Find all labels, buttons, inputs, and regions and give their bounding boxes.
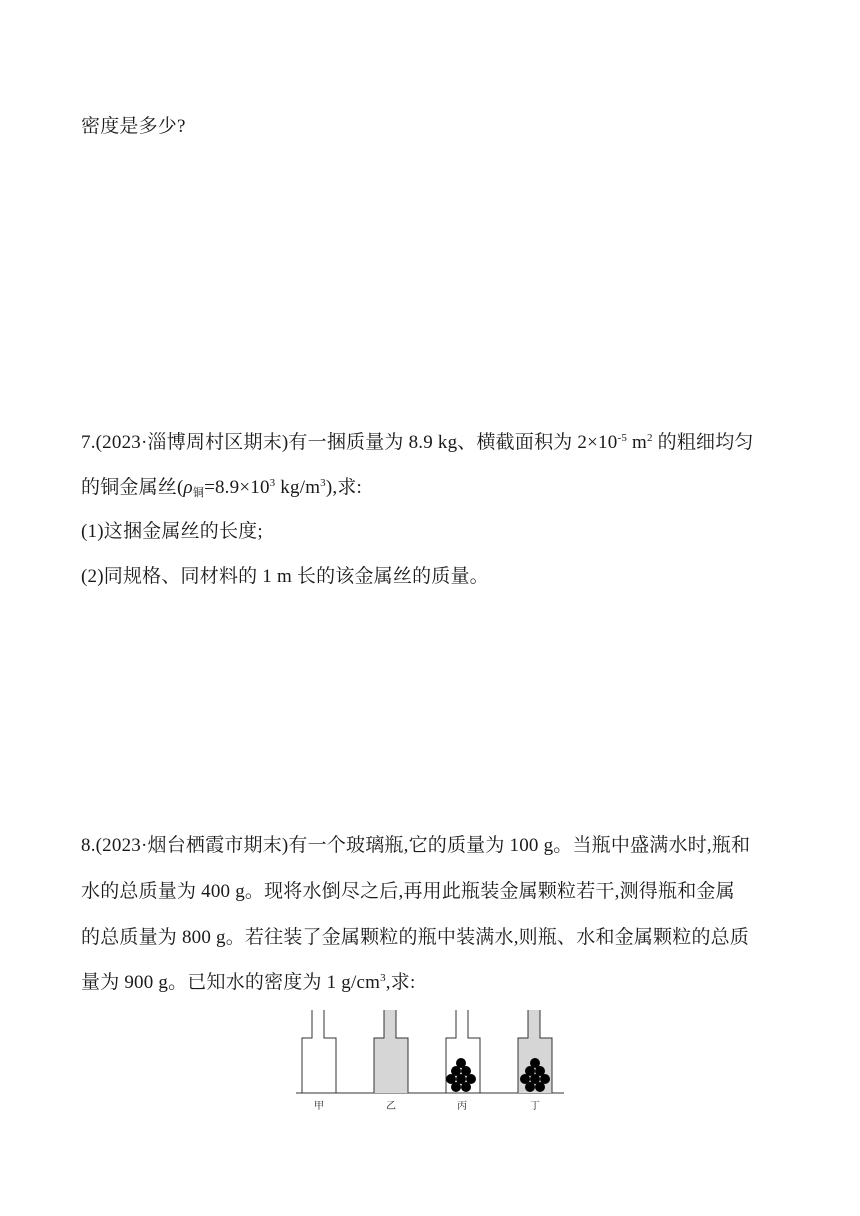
q8-line-1: 8.(2023·烟台栖霞市期末)有一个玻璃瓶,它的质量为 100 g。当瓶中盛满水时,瓶和 <box>81 835 751 856</box>
figure-label-jia: 甲 <box>314 1101 324 1112</box>
particle <box>456 1058 466 1068</box>
continuation-text: 密度是多少? <box>81 116 186 137</box>
q7-part-1: (1)这捆金属丝的长度; <box>81 521 263 542</box>
bottle-jia <box>302 1010 336 1093</box>
bottle-bing <box>446 1010 480 1093</box>
bottle-jia-left-wall <box>302 1010 312 1093</box>
figure-label-ding: 丁 <box>530 1101 540 1112</box>
q7-part-2: (2)同规格、同材料的 1 m 长的该金属丝的质量。 <box>81 566 489 587</box>
bottle-bing-particles <box>446 1058 476 1092</box>
bottle-yi <box>374 1010 408 1093</box>
q8-line-4: 量为 900 g。已知水的密度为 1 $g/cm^3$,求: <box>81 972 416 993</box>
bottle-ding <box>518 1010 552 1093</box>
q7-line-1: 7.(2023·淄博周村区期末)有一捆质量为 8.9 kg、横截面积为 $2\times 10^{-5}$ $m^2$ 的粗细均匀 <box>81 432 754 453</box>
figure-label-bing: 丙 <box>457 1101 467 1112</box>
bottle-jia-right-wall <box>324 1010 336 1093</box>
bottle-figure <box>290 1008 570 1116</box>
q8-line-2: 水的总质量为 400 g。现将水倒尽之后,再用此瓶装金属颗粒若干,测得瓶和金属 <box>81 881 735 902</box>
q8-line-3: 的总质量为 800 g。若往装了金属颗粒的瓶中装满水,则瓶、水和金属颗粒的总质 <box>81 927 750 948</box>
bottle-yi-water <box>374 1010 408 1093</box>
q7-line-2: 的铜金属丝($\rho_铜=8.9\times 10^3$ $kg/m^3$),求: <box>81 477 363 499</box>
figure-label-yi: 乙 <box>386 1101 396 1112</box>
particle <box>530 1058 540 1068</box>
